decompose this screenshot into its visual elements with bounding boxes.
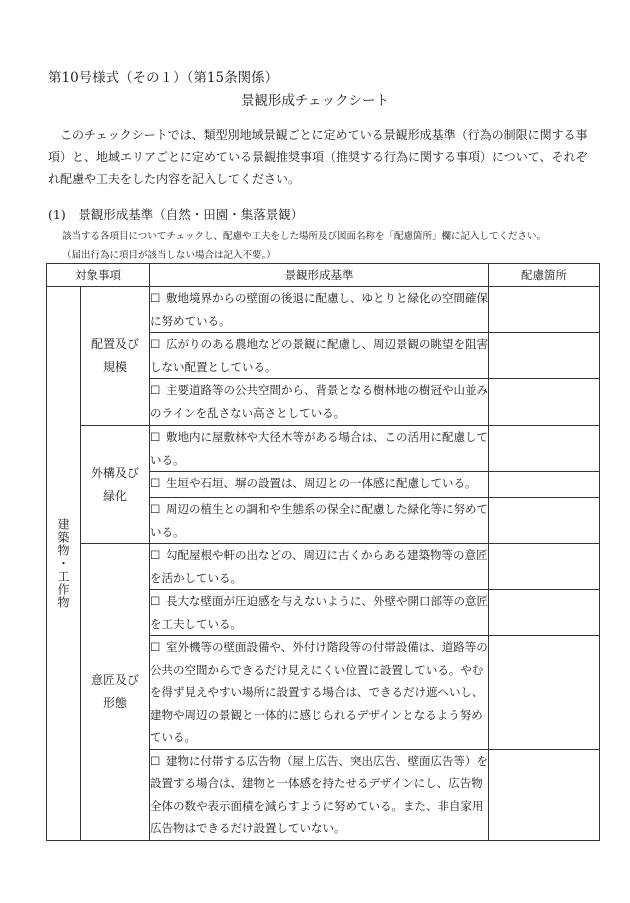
criterion-text: 生垣や石垣、塀の設置は、周辺との一体感に配慮している。 xyxy=(166,476,477,490)
criterion-cell xyxy=(150,544,489,590)
checklist-table xyxy=(46,263,600,841)
criterion-text: 主要道路等の公共空間から、背景となる樹林地の樹冠や山並みのラインを乱さない高さとしている。 xyxy=(150,383,488,420)
table-row xyxy=(47,426,600,472)
checkbox[interactable]: ☐ xyxy=(150,640,161,654)
criterion-cell xyxy=(150,590,489,636)
criterion-text: 広がりのある農地などの景観に配慮し、周辺景観の眺望を阻害しない配置としている。 xyxy=(150,337,488,374)
criterion-text: 敷地内に屋敷林や大径木等がある場合は、この活用に配慮している。 xyxy=(150,430,488,467)
table-header-row xyxy=(47,264,600,287)
table-row xyxy=(47,287,600,333)
criterion-text: 勾配屋根や軒の出などの、周辺に古くからある建築物等の意匠を活かしている。 xyxy=(150,548,488,585)
page-title: 景観形成チェックシート xyxy=(240,93,390,109)
checkbox[interactable]: ☐ xyxy=(150,548,161,562)
header-criteria: 景観形成基準 xyxy=(150,264,489,287)
checkbox[interactable]: ☐ xyxy=(150,753,161,768)
group-label-line: 緑化 xyxy=(102,488,127,503)
group-label-line: 意匠及び xyxy=(90,672,139,687)
criterion-text: 敷地境界からの壁面の後退に配慮し、ゆとりと緑化の空間確保に努めている。 xyxy=(150,291,488,328)
location-input-cell[interactable] xyxy=(489,333,600,379)
location-input-cell[interactable] xyxy=(489,379,600,426)
group-label-line: 規模 xyxy=(102,360,127,374)
group-label xyxy=(81,544,150,841)
checkbox[interactable]: ☐ xyxy=(150,291,161,305)
location-input-cell[interactable] xyxy=(489,590,600,636)
section-heading: (1) 景観形成基準（自然・田園・集落景観） xyxy=(48,207,304,222)
category-cell: 建築物・工作物 xyxy=(47,287,81,841)
criterion-text: 建物に付帯する広告物（屋上広告、突出広告、壁面広告等）を設置する場合は、建物と一体感を持たせるデザインにし、広告物全体の数や表示面積を減らすように努めている。また、非自家用広告物はできるだけ設置していない。 xyxy=(150,753,488,835)
group-label xyxy=(81,426,150,544)
group-label-line: 配置及び xyxy=(90,337,139,351)
checkbox[interactable]: ☐ xyxy=(150,502,161,516)
criterion-text: 長大な壁面が圧迫感を与えないように、外壁や開口部等の意匠を工夫している。 xyxy=(150,594,488,631)
criterion-cell xyxy=(150,333,489,379)
header-location: 配慮箇所 xyxy=(489,264,600,287)
location-input-cell[interactable] xyxy=(489,287,600,333)
criterion-cell xyxy=(150,472,489,498)
location-input-cell[interactable] xyxy=(489,544,600,590)
form-number: 第10号様式（その１）（第15条関係） xyxy=(48,70,279,86)
checkbox[interactable]: ☐ xyxy=(150,476,161,490)
checkbox[interactable]: ☐ xyxy=(150,430,161,444)
group-label xyxy=(81,287,150,426)
criterion-text: 周辺の植生との調和や生態系の保全に配慮した緑化等に努めている。 xyxy=(150,502,488,539)
criterion-text: 室外機等の壁面設備や、外付け階段等の付帯設備は、道路等の公共の空間からできるだけ見えにくい位置に設置している。やむを得ず見えやすい場所に設置する場合は、できるだけ遮へいし、建物や周辺の景観と一体的に感じられるデザインとなるよう努めている。 xyxy=(150,640,488,744)
header-target: 対象事項 xyxy=(47,264,150,287)
criterion-cell xyxy=(150,498,489,544)
checkbox[interactable]: ☐ xyxy=(150,337,161,351)
location-input-cell[interactable] xyxy=(489,426,600,472)
criterion-cell xyxy=(150,379,489,426)
exemption-note: （届出行為に項目が該当しない場合は記入不要。） xyxy=(62,250,276,261)
criterion-cell xyxy=(150,749,489,840)
location-input-cell[interactable] xyxy=(489,749,600,840)
group-label-line: 外構及び xyxy=(90,465,139,480)
criterion-cell xyxy=(150,426,489,472)
criterion-cell xyxy=(150,636,489,750)
location-input-cell[interactable] xyxy=(489,498,600,544)
checkbox[interactable]: ☐ xyxy=(150,383,161,397)
criterion-cell xyxy=(150,287,489,333)
group-label-line: 形態 xyxy=(102,695,127,710)
table-row xyxy=(47,544,600,590)
location-input-cell[interactable] xyxy=(489,636,600,750)
instruction-note: 該当する各項目についてチェックし、配慮や工夫をした場所及び図面名称を「配慮箇所」欄に記入してください。 xyxy=(62,231,547,242)
intro-paragraph: このチェックシートでは、類型別地域景観ごとに定めている景観形成基準（行為の制限に関する事項）と、地域エリアごとに定めている景観推奨事項（推奨する行為に関する事項）について、それぞれ配慮や工夫をした内容を記入してください。 xyxy=(48,128,588,186)
location-input-cell[interactable] xyxy=(489,472,600,498)
checkbox[interactable]: ☐ xyxy=(150,594,161,608)
